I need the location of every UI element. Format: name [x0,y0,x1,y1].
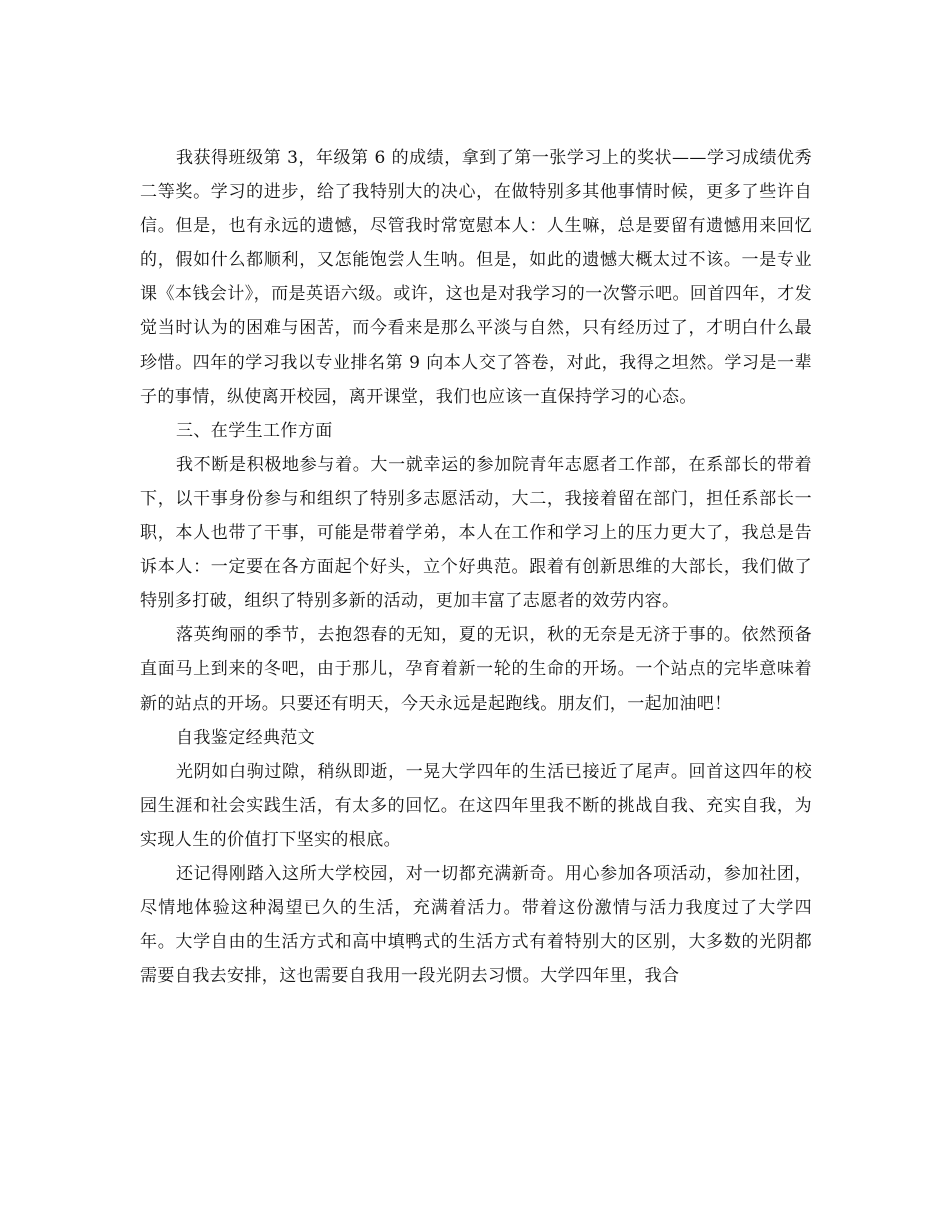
paragraph-campus-memories: 还记得刚踏入这所大学校园，对一切都充满新奇。用心参加各项活动，参加社团，尽情地体验这种渴望已久的生活，充满着活力。带着这份激情与活力我度过了大学四年。大学自由的生活方式和高中填鸭式的生活方式有着特别大的区别，大多数的光阴都需要自我去安排，这也需要自我用一段光阴去习惯。大学四年里，我合 [140,863,812,987]
section-heading-sample-essay: 自我鉴定经典范文 [176,727,316,748]
paragraph-study-results: 我获得班级第 3，年级第 6 的成绩，拿到了第一张学习上的奖状——学习成绩优秀二等奖。学习的进步，给了我特别大的决心，在做特别多其他事情时候，更多了些许自信。但是，也有永远的遗憾，尽管我时常宽慰本人：人生嘛，总是要留有遗憾用来回忆的，假如什么都顺利，又怎能饱尝人生呐。但是，如此的遗憾大概太过不该。一是专业课《本钱会计》，而是英语六级。或许，这也是对我学习的一次警示吧。回首四年，才发觉当时认为的困难与困苦，而今看来是那么平淡与自然，只有经历过了，才明白什么最珍惜。四年的学习我以专业排名第 9 向本人交了答卷，对此，我得之坦然。学习是一辈子的事情，纵使离开校园，离开课堂，我们也应该一直保持学习的心态。 [140,148,812,407]
paragraph-student-work: 我不断是积极地参与着。大一就幸运的参加院青年志愿者工作部，在系部长的带着下，以干事身份参与和组织了特别多志愿活动，大二，我接着留在部门，担任系部长一职，本人也带了干事，可能是带着学弟，本人在工作和学习上的压力更大了，我总是告诉本人：一定要在各方面起个好头，立个好典范。跟着有创新思维的大部长，我们做了特别多打破，组织了特别多新的活动，更加丰富了志愿者的效劳内容。 [140,454,812,612]
document-page [140,141,812,993]
section-heading-student-work: 三、在学生工作方面 [176,420,333,441]
paragraph-four-years-review: 光阴如白驹过隙，稍纵即逝，一晃大学四年的生活已接近了尾声。回首这四年的校园生涯和社会实践生活，有太多的回忆。在这四年里我不断的挑战自我、充实自我，为实现人生的价值打下坚实的根底。 [140,761,812,850]
paragraph-closing-words: 落英绚丽的季节，去抱怨春的无知，夏的无识，秋的无奈是无济于事的。依然预备直面马上到来的冬吧，由于那儿，孕育着新一轮的生命的开场。一个站点的完毕意味着新的站点的开场。只要还有明天，今天永远是起跑线。朋友们，一起加油吧！ [140,625,812,714]
